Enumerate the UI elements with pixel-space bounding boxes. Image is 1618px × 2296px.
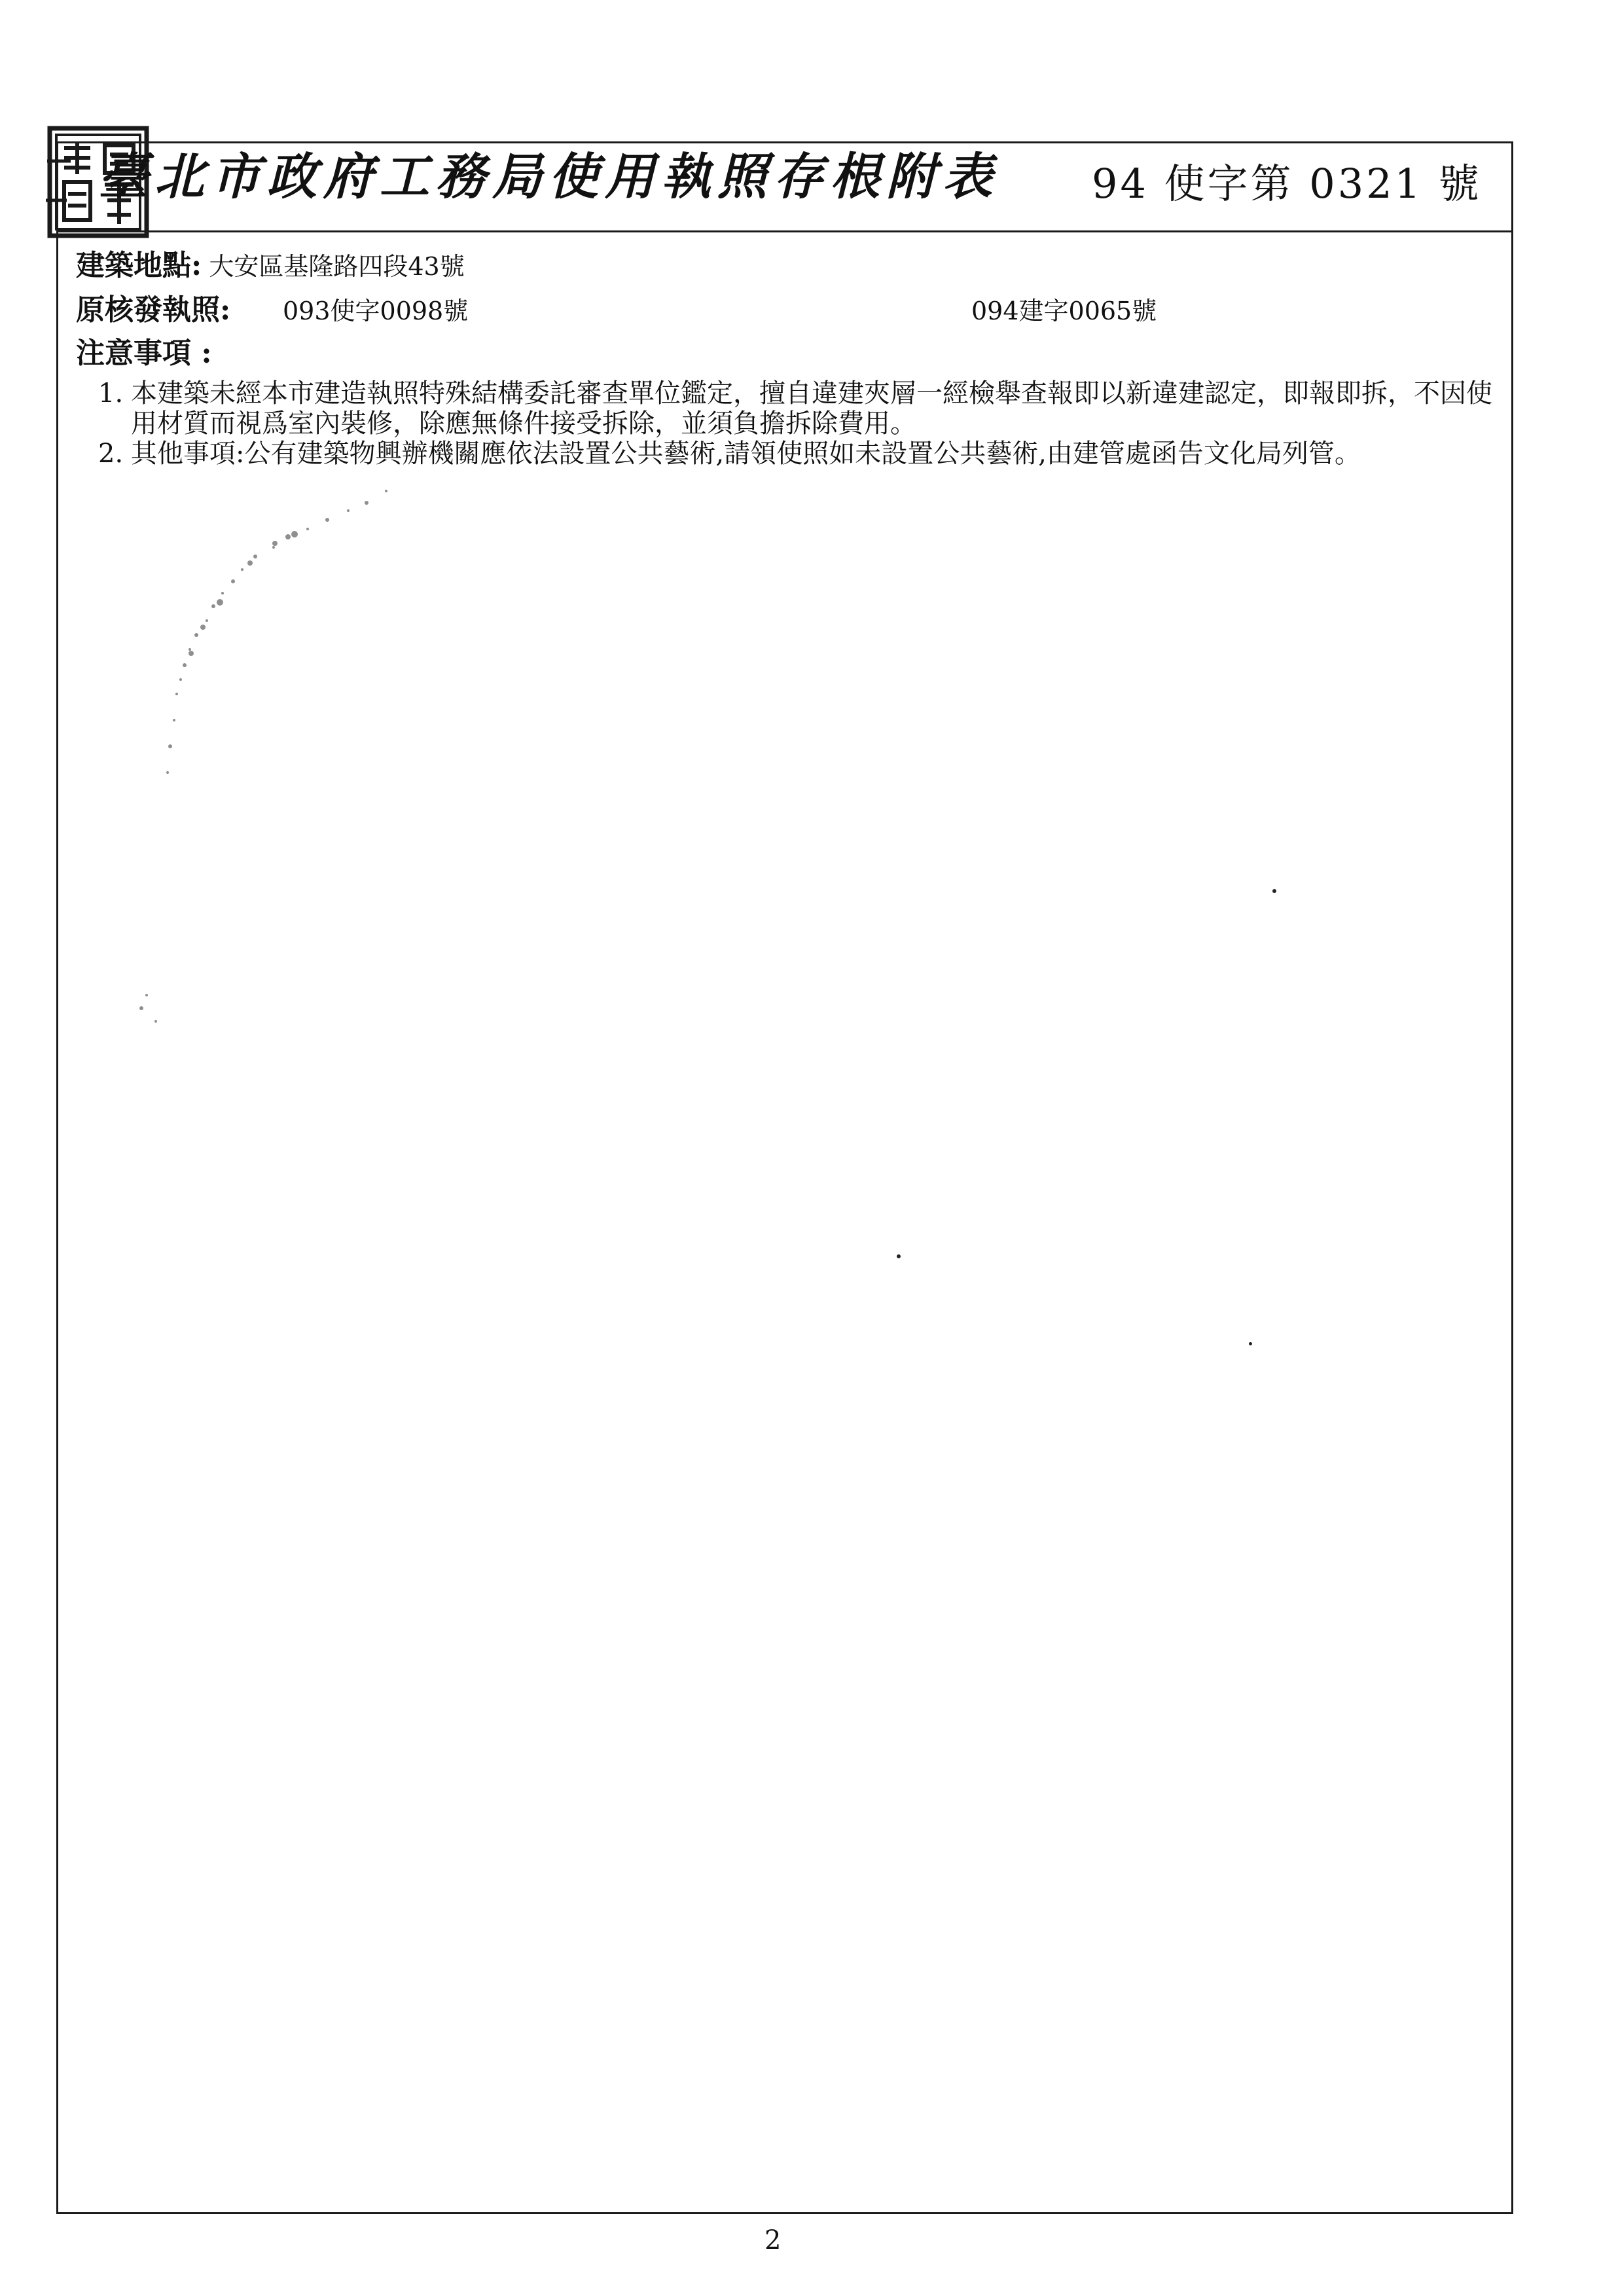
title-divider [56,230,1513,232]
scan-speck [897,1254,901,1258]
scan-speck [1249,1342,1252,1345]
original-license-row [76,293,231,327]
note-number: 2. [98,439,124,469]
document-title: 臺北市政府工務局使用執照存根附表 [98,147,999,206]
original-license-label: 原核發執照: [76,293,231,327]
original-license-1: 093使字0098號 [283,297,469,325]
location-value: 大安區基隆路四段43號 [209,252,465,281]
list-item [98,439,1505,469]
page-number: 2 [764,2225,782,2255]
original-license-2: 094建字0065號 [971,297,1157,325]
note-number: 1. [98,378,124,409]
notes-heading: 注意事項 : [76,337,212,370]
scan-speck [1272,889,1276,893]
location-row [76,251,465,280]
note-text: 本建築未經本市建造執照特殊結構委託審查單位鑑定，擅自違建夾層一經檢舉查報即以新違建認定，即報即拆，不因使用材質而視爲室內裝修，除應無條件接受拆除，並須負擔拆除費用。 [131,378,1492,439]
list-item [98,378,1505,439]
note-text: 其他事項:公有建築物興辦機關應依法設置公共藝術,請領使照如未設置公共藝術,由建管處函告文化局列管。 [131,439,1361,469]
notes-list [98,378,1505,469]
location-label: 建築地點: [76,249,202,282]
permit-number: 94 使字第 0321 號 [1092,160,1482,208]
scan-smudge [79,471,419,1074]
